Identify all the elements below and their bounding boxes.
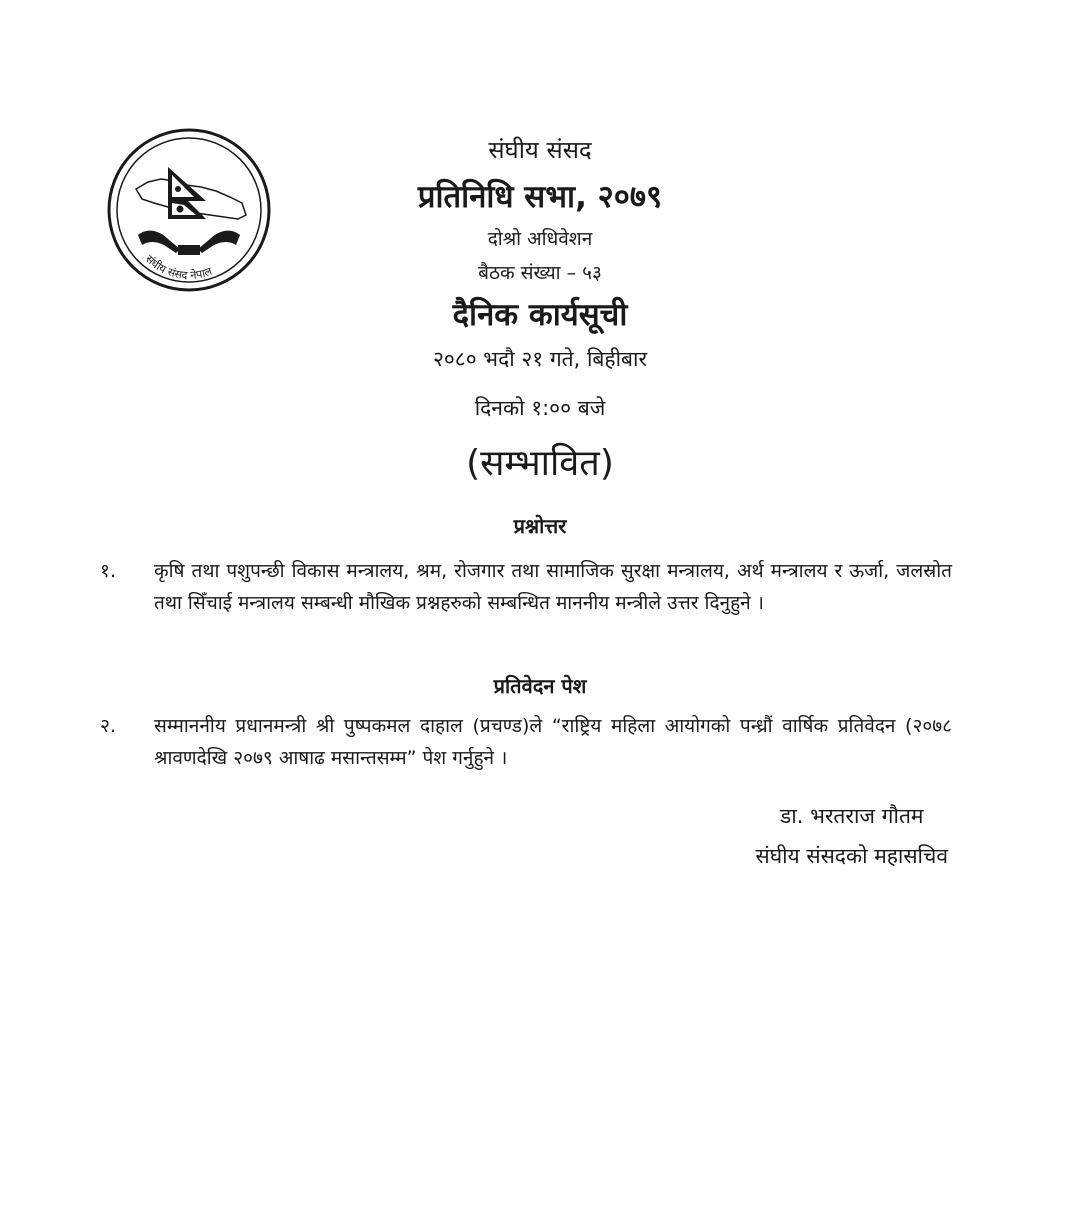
svg-text:संघीय संसद नेपाल: संघीय संसद नेपाल [142, 252, 214, 282]
signature-block [756, 796, 948, 876]
house-title: प्रतिनिधि सभा, २०७९ [417, 179, 663, 215]
section-title-question-answer: प्रश्नोत्तर [513, 514, 567, 538]
item-number: २. [100, 715, 116, 737]
item-number: १. [100, 560, 116, 582]
agenda-title: दैनिक कार्यसूची [452, 297, 628, 333]
agenda-header [330, 128, 750, 494]
signatory-title: संघीय संसदको महासचिव [755, 844, 948, 868]
meeting-date: २०८० भदौ २१ गते, बिहीबार [432, 347, 648, 371]
parliament-emblem-icon [106, 127, 272, 293]
parliament-name: संघीय संसद [488, 136, 592, 164]
item-text: सम्माननीय प्रधानमन्त्री श्री पुष्पकमल दाहाल (प्रचण्ड)ले “राष्ट्रिय महिला आयोगको पन्ध्रौं वार्षिक प्रतिवेदन (२०७८ श्रावणदेखि २०७९ आषाढ मसान्तसम्म” पेश गर्नुहुने । [154, 715, 952, 769]
session-label: दोश्रो अधिवेशन [487, 228, 593, 250]
meeting-time: दिनको १:०० बजे [474, 396, 606, 420]
agenda-item [100, 555, 952, 619]
agenda-item [100, 710, 952, 774]
tentative-status: (सम्भावित) [466, 443, 614, 484]
signatory-name: डा. भरतराज गौतम [780, 804, 924, 828]
section-title-report-submission: प्रतिवेदन पेश [493, 674, 587, 698]
item-text: कृषि तथा पशुपन्छी विकास मन्त्रालय, श्रम, रोजगार तथा सामाजिक सुरक्षा मन्त्रालय, अर्थ मन्त्रालय र ऊर्जा, जलस्रोत तथा सिँचाई मन्त्रालय सम्बन्धी मौखिक प्रश्नहरुको सम्बन्धित माननीय मन्त्रीले उत्तर दिनुहुने । [154, 560, 952, 614]
meeting-number: बैठक संख्या – ५३ [478, 262, 602, 284]
